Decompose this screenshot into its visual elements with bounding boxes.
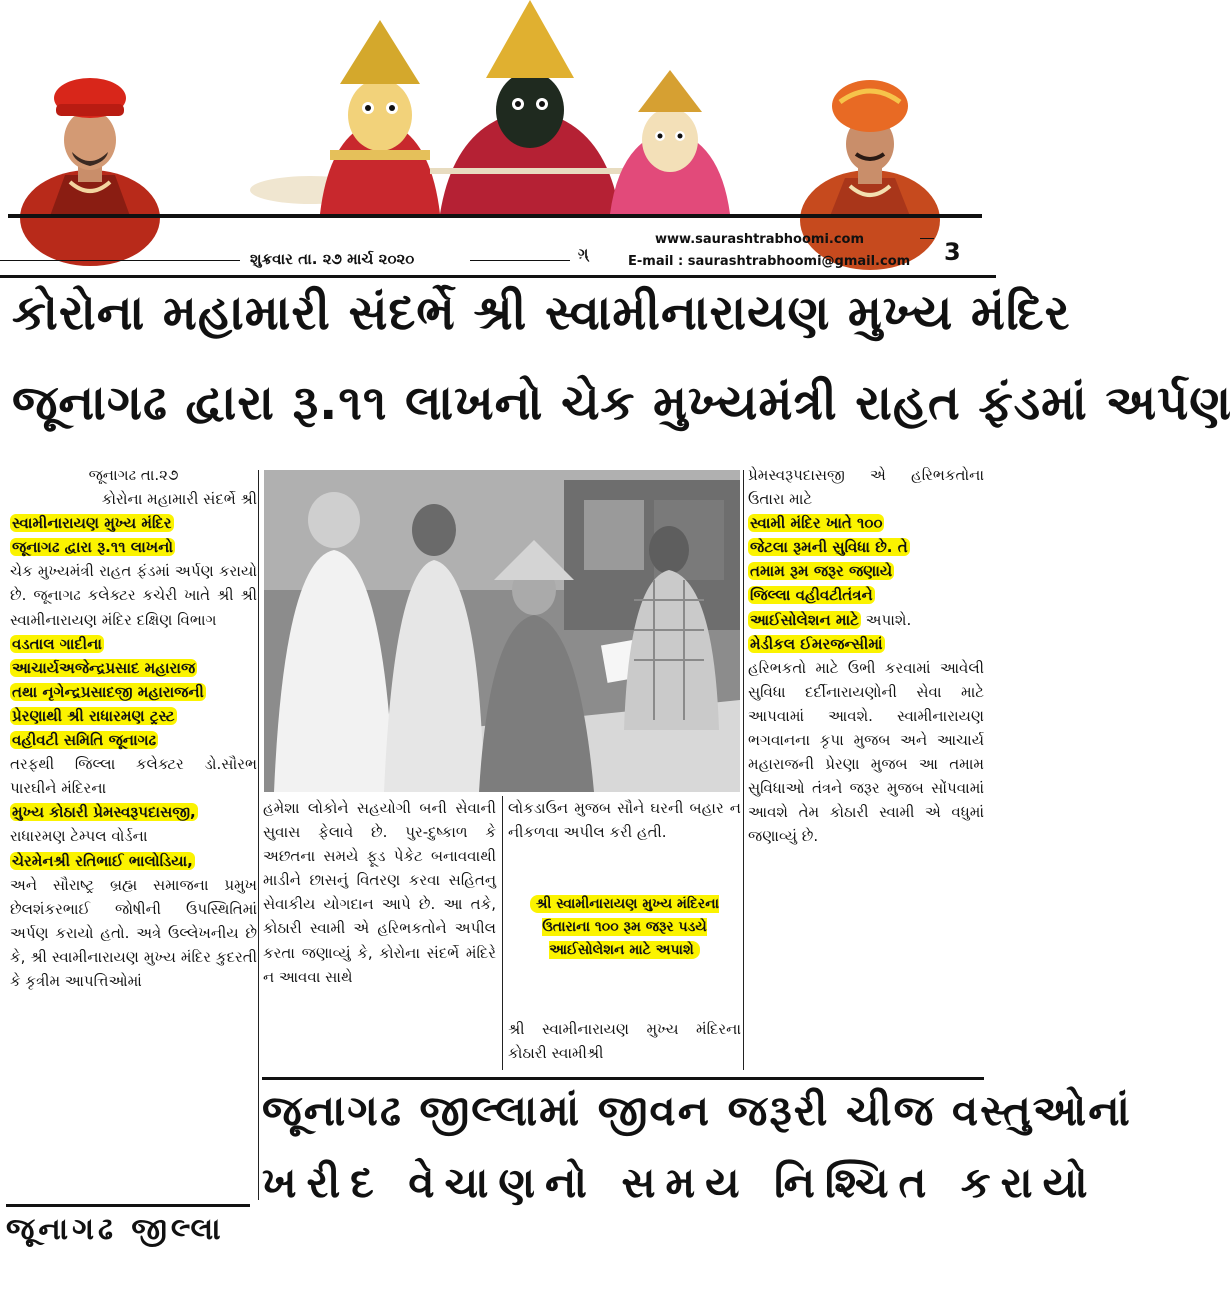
article-column-4 [748,463,984,849]
next-story-headline: જૂનાગઢ જીલ્લા [6,1212,225,1247]
highlight-1: સ્વામીનારાયણ મુખ્ય મંદિર [12,514,172,533]
next-story-strip [6,1208,250,1247]
highlight-4: આચાર્યઅજેન્દ્રપ્રસાદ મહારાજ [12,658,196,677]
highlight-2: જૂનાગઢ દ્વારા રૂ.૧૧ લાખનો [12,538,174,557]
deity-idols-image [250,0,740,214]
headline-line-1: કોરોના મહામારી સંદર્ભે શ્રી સ્વામીનારાયણ મુખ્ય મંદિર [12,285,1071,341]
col4-text-3: હરિભકતો માટે ઉભી કરવામાં આવેલી સુવિધા દર્દીનારાયણોની સેવા માટે આપવામાં આવશે. સ્વામીનારાયણ ભગવાનના કૃપા મુજબ અને આચાર્ય મહારાજની પ્રેરણા મુજબ આ તમામ સુવિધાઓ તંત્રને જરૂર મુજબ સોંપવામાં આવશે તેમ કોઠારી સ્વામી એ વધુમાં જણાવ્યું છે. [748,658,984,846]
column-rule-3 [743,470,744,1070]
issue-date: શુક્રવાર તા. ૨૭ માર્ચ ૨૦૨૦ [250,250,415,268]
highlight-12: તમામ રૂમ જરૂર જણાયે [750,562,893,581]
pull-quote [508,893,741,962]
highlight-11: જેટલા રૂમની સુવિધા છે. તે [750,538,908,557]
masthead [0,0,996,218]
column-rule-1 [258,470,259,1200]
website-link[interactable]: www.saurashtrabhoomi.com [655,232,865,247]
col1-text-5: અને સૌરાષ્ટ્ર બ્રહ્મ સમાજના પ્રમુખ છેલશંકરભાઈ જોષીની ઉપસ્થિતિમાં અર્પણ કરાયો હતો. અત્રે ઉલ્લેખનીય છે કે, શ્રી સ્વામીનારાયણ મુખ્ય મંદિર કુદરતી કે કૃત્રીમ આપત્તિઓમાં [10,875,257,990]
column-rule-2 [502,796,503,1070]
highlight-3: વડતાલ ગાદીના [12,634,102,653]
email-link[interactable]: E-mail : saurashtrabhoomi@gmail.com [628,254,911,269]
highlight-10: સ્વામી મંદિર ખાતે ૧૦૦ [750,514,883,533]
portrait-left-image [20,70,160,216]
col4-text-1: પ્રેમસ્વરૂપદાસજી એ હરિભકતોના ઉતારા માટે [748,466,984,509]
article-column-1 [10,463,257,993]
headline2-line-1: જૂનાગઢ જીલ્લામાં જીવન જરૂરી ચીજ વસ્તુઓનાં [262,1086,1132,1135]
col3-tail-text: શ્રી સ્વામીનારાયણ મુખ્ય મંદિરના કોઠારી સ્વામીશ્રી [508,1020,741,1062]
highlight-13: જિલ્લા વહીવટીતંત્રને [750,586,873,605]
headline2-line-2: ખરીદ વેચાણનો સમય નિશ્ચિત કરાયો [262,1158,1098,1207]
highlight-7: વહીવટી સમિતિ જૂનાગઢ [12,731,157,750]
masthead-rule [8,214,982,218]
page-number: 3 [944,238,961,266]
folio-line-right [920,238,934,239]
highlight-8: મુખ્ય કોઠારી પ્રેમસ્વરૂપદાસજી, [12,803,196,822]
col2-text: હમેશા લોકોને સહયોગી બની સેવાની સુવાસ ફેલાવે છે. પુર-દુષ્કાળ કે અછતના સમયે ફૂડ પેકેટ બનાવવાથી માડીને છાસનું વિતરણ કરવા સહિતનુ સેવાકીય યોગદાન આપે છે. આ તકે, કોઠારી સ્વામી એ હરિભકતોને અપીલ કરતા જણાવ્યું કે, કોરોના સંદર્ભે મંદિરે ન આવવા સાથે [263,799,496,986]
col4-text-2: અપાશે. [865,610,912,629]
paper-logo: ગ઼્ [578,246,589,262]
pull-quote-text: શ્રી સ્વામીનારાયણ મુખ્ય મંદિરના ઉતારાના ૧૦૦ રૂમ જરૂર પડયે આઈસોલેશન માટે અપાશે [530,895,719,959]
strip-rule [6,1204,250,1207]
article-column-2 [263,796,496,989]
col1-text-1: કોરોના મહામારી સંદર્ભે શ્રી [101,490,257,509]
portrait-right-image [800,70,940,216]
col1-text-2: ચેક મુખ્યમંત્રી રાહત ફંડમાં અર્પણ કરાયો છે. જૂનાગઢ કલેક્ટર કચેરી ખાતે શ્રી શ્રી સ્વામીનારાયણ મંદિર દક્ષિણ વિભાગ [10,562,257,629]
article-column-3 [508,796,741,844]
folio-line-left [0,260,240,261]
highlight-15: મેડીકલ ઈમરજન્સીમાં [750,634,883,653]
news-photo [264,470,740,792]
folio-rule [0,275,996,278]
col1-text-3: તરફથી જિલ્લા કલેક્ટર ડો.સૌરભ પારઘીને મંદિરના [10,755,257,798]
highlight-5: તથા નૃગેન્દ્રપ્રસાદજી મહારાજની [12,682,204,701]
highlight-6: પ્રેરણાથી શ્રી રાધારમણ ટ્રસ્ટ [12,706,175,725]
folio-line-mid [470,260,570,261]
col3-text: લોકડાઉન મુજબ સૌને ઘરની બહાર ન નીકળવા અપીલ કરી હતી. [508,799,741,842]
highlight-9: ચેરમેનશ્રી રતિભાઈ ભાલોડિયા, [12,851,193,870]
headline-line-2: જૂનાગઢ દ્વારા રૂ.૧૧ લાખનો ચેક મુખ્યમંત્રી રાહત ફંડમાં અર્પણ [12,375,1232,431]
dateline: જૂનાગઢ તા.૨૭ [88,466,179,484]
highlight-14: આઈસોલેશન માટે [750,610,859,629]
col1-text-4: રાધારમણ ટેમ્પલ વોર્ડના [10,827,148,846]
headline2-rule [262,1077,984,1080]
